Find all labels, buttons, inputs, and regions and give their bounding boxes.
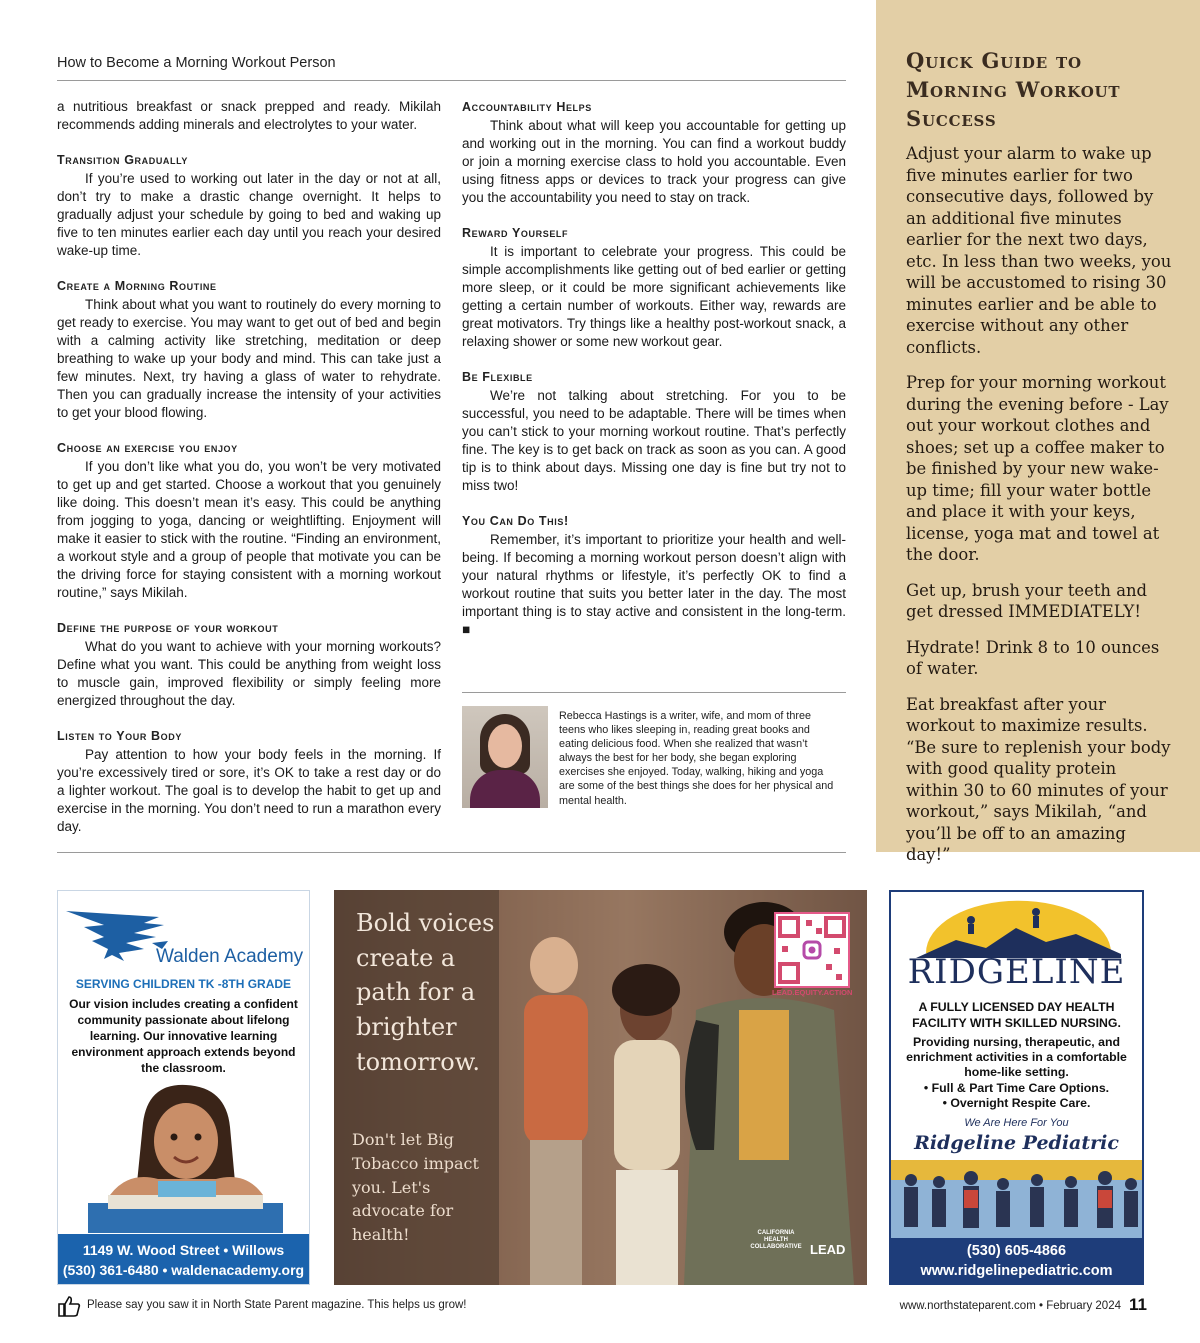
walden-vision: Our vision includes creating a confident community passionate about lifelong learning. Our innovative learning environment approach extends beyond the classroom. — [69, 997, 298, 1075]
ridgeline-contact-footer[interactable] — [891, 1238, 1142, 1283]
section-heading: You Can Do This! — [462, 514, 569, 528]
ridgeline-bullet: • Full & Part Time Care Options. — [923, 1080, 1110, 1095]
lead-subtext: Don't let Big Tobacco impact you. Let's advocate for health! — [352, 1130, 479, 1245]
ridgeline-phone[interactable]: (530) 605-4866 — [966, 1243, 1067, 1259]
section-heading: Create a Morning Routine — [57, 279, 217, 293]
section-heading: Define the purpose of your workout — [57, 621, 279, 635]
group-people-icon — [891, 1160, 1142, 1240]
author-bio: Rebecca Hastings is a writer, wife, and mom of three teens who likes sleeping in, reading great books and eating delicious food. When she realized that wasn’t always the best for her body, she began exploring exercises she enjoyed. Today, walking, hiking and yoga are some of the best things she does for her physical and mental health. — [559, 710, 834, 807]
walden-name: Walden Academy — [156, 946, 304, 967]
ridgeline-tagline: We Are Here For You — [964, 1117, 1069, 1129]
continued-paragraph: a nutritious breakfast or snack prepped and ready. Mikilah recommends adding minerals and electrolytes to your water. — [57, 99, 441, 132]
ridgeline-licensed: A FULLY LICENSED DAY HEALTH FACILITY WITH SKILLED NURSING. — [912, 1000, 1121, 1030]
ridgeline-provides: Providing nursing, therapeutic, and enrichment activities in a comfortable home-like setting. — [906, 1035, 1127, 1080]
running-head: How to Become a Morning Workout Person — [57, 55, 846, 81]
ridgeline-script: Ridgeline Pediatric — [914, 1132, 1119, 1154]
quick-guide-sidebar — [876, 0, 1200, 864]
section-body: What do you want to achieve with your morning workouts? Define what you want. This could be anything from weight loss to muscle gain, improved flexibility or simply feeling more energized throughout the day. — [57, 639, 441, 708]
walden-contact-footer[interactable] — [58, 1234, 309, 1284]
section-heading: Transition Gradually — [57, 153, 189, 167]
section-heading: Accountability Helps — [462, 100, 592, 114]
lead-tobacco-ad[interactable] — [334, 890, 867, 1285]
section-body: If you don’t like what you do, you won’t be very motivated to get up and get started. Choose a workout that you genuinely like doing. This doesn’t mean it’s easy. This could be anything from jogging to yoga, dancing or weightlifting. Enjoyment will make it easier to stick with the routine. “Finding an environment, a workout style and a group of people that motivate you can be the driving force for staying consistent with a morning workout routine,” says Mikilah. — [57, 459, 441, 600]
section-body: It is important to celebrate your progress. This could be simple accomplishments like getting out of bed earlier or getting more sleep, or it could be more significant achievements like getting a certain number of workouts. Either way, rewards are great motivators. Try things like a healthy post-workout snack, a relaxing shower or some new workout gear. — [462, 244, 846, 349]
sidebar-tip: Get up, brush your teeth and get dressed IMMEDIATELY! — [906, 580, 1148, 621]
walden-academy-ad[interactable] — [57, 890, 310, 1285]
qr-code-icon[interactable] — [774, 912, 850, 988]
student-photo — [88, 1083, 283, 1233]
thumbs-up-icon — [57, 1295, 81, 1317]
ridgeline-services — [901, 1035, 1132, 1111]
section-heading: Be Flexible — [462, 370, 533, 384]
footer-plug: Please say you saw it in North State Parent magazine. This helps us grow! — [87, 1299, 467, 1311]
article-left-column — [57, 98, 441, 836]
sidebar-title: Quick Guide to Morning Workout Success — [906, 48, 1121, 131]
walden-serving: SERVING CHILDREN TK -8TH GRADE — [75, 977, 292, 991]
article-middle-column — [462, 98, 846, 639]
section-heading: Reward Yourself — [462, 226, 569, 240]
section-heading: Listen to Your Body — [57, 729, 182, 743]
lead-logo: LEAD — [810, 1242, 846, 1257]
section-heading: Choose an exercise you enjoy — [57, 441, 238, 455]
section-body: If you’re used to working out later in the day or not at all, don’t try to make a drastic change overnight. It helps to gradually adjust your schedule by going to bed and waking up five to ten minutes earlier each day until you reach your desired wake-up time. — [57, 171, 441, 258]
ridgeline-ad[interactable] — [889, 890, 1144, 1285]
qr-label: LEAD.EQUITY.ACTION — [772, 988, 853, 997]
lead-headline: Bold voices create a path for a brighter tomorrow. — [356, 909, 495, 1076]
page-footer — [57, 1295, 1147, 1319]
sidebar-tip: Adjust your alarm to wake up five minutes earlier for two consecutive days, followed by an additional five minutes earlier for the next two days, etc. In less than two weeks, you will be accustomed to rising 30 minutes earlier and be able to exercise without any other conflicts. — [906, 144, 1172, 357]
footer-site-date[interactable]: www.northstateparent.com • February 2024 — [899, 1300, 1121, 1312]
author-photo — [462, 706, 548, 808]
walden-address: 1149 W. Wood Street • Willows — [82, 1242, 285, 1258]
section-body: We’re not talking about stretching. For you to be successful, you need to be adaptable. There will be times when you can’t stick to your morning workout routine. That’s perfectly fine. The key is to get back on track as soon as you can. A good tip is to think about days. Missing one day is fine but try not to miss two! — [462, 388, 846, 493]
section-body: Think about what will keep you accountable for getting up and working out in the morning. You can find a workout buddy or join a morning exercise class to hold you accountable. Even using fitness apps or devices to track your progress can give you the accountability you need to stay on track. — [462, 118, 846, 205]
author-divider — [462, 692, 846, 693]
ridgeline-website[interactable]: www.ridgelinepediatric.com — [920, 1263, 1113, 1279]
section-body: Remember, it’s important to prioritize your health and well-being. If becoming a morning workout person doesn’t align with your natural rhythms or lifestyle, it’s perfectly OK to find a workout routine that suits you better later in the day. The most important thing is to stay active and consistent in the long-term. ■ — [462, 532, 846, 637]
walden-contact[interactable]: (530) 361-6480 • waldenacademy.org — [62, 1262, 305, 1278]
section-body: Think about what you want to routinely do every morning to get ready to exercise. You may want to get out of bed and begin with a calming activity like stretching, meditation or deep breathing to wake up your body and mind. This can take just a few minutes. Next, try having a glass of water to rehydrate. Then you can gradually increase the intensity of your activities to get your blood flowing. — [57, 297, 441, 420]
ad-divider — [57, 852, 846, 853]
page-number: 11 — [1129, 1295, 1147, 1314]
sidebar-tip: Eat breakfast after your workout to maximize results. “Be sure to replenish your body with good quality protein within 30 to 60 minutes of your workout,” says Mikilah, “and you’ll be off to an amazing day!” — [906, 694, 1171, 864]
ridgeline-bullet: • Overnight Respite Care. — [942, 1095, 1091, 1110]
sidebar-tip: Prep for your morning workout during the evening before - Lay out your workout clothes and shoes; set up a coffee maker to be finished by your new wake-up time; fill your water bottle and place it with your keys, license, yoga mat and towel at the door. — [906, 373, 1169, 564]
section-body: Pay attention to how your body feels in the morning. If you’re excessively tired or sore, it’s OK to take a rest day or do a lighter workout. The goal is to develop the habit to get up and exercise in the morning. You don’t need to run a marathon every day. — [57, 747, 441, 834]
sunrise-mountain-icon — [916, 898, 1121, 958]
ridgeline-name: RIDGELINE — [907, 952, 1126, 992]
sidebar-tip: Hydrate! Drink 8 to 10 ounces of water. — [906, 637, 1160, 678]
partner-logo: CALIFORNIA HEALTH COLLABORATIVE — [750, 1230, 802, 1250]
